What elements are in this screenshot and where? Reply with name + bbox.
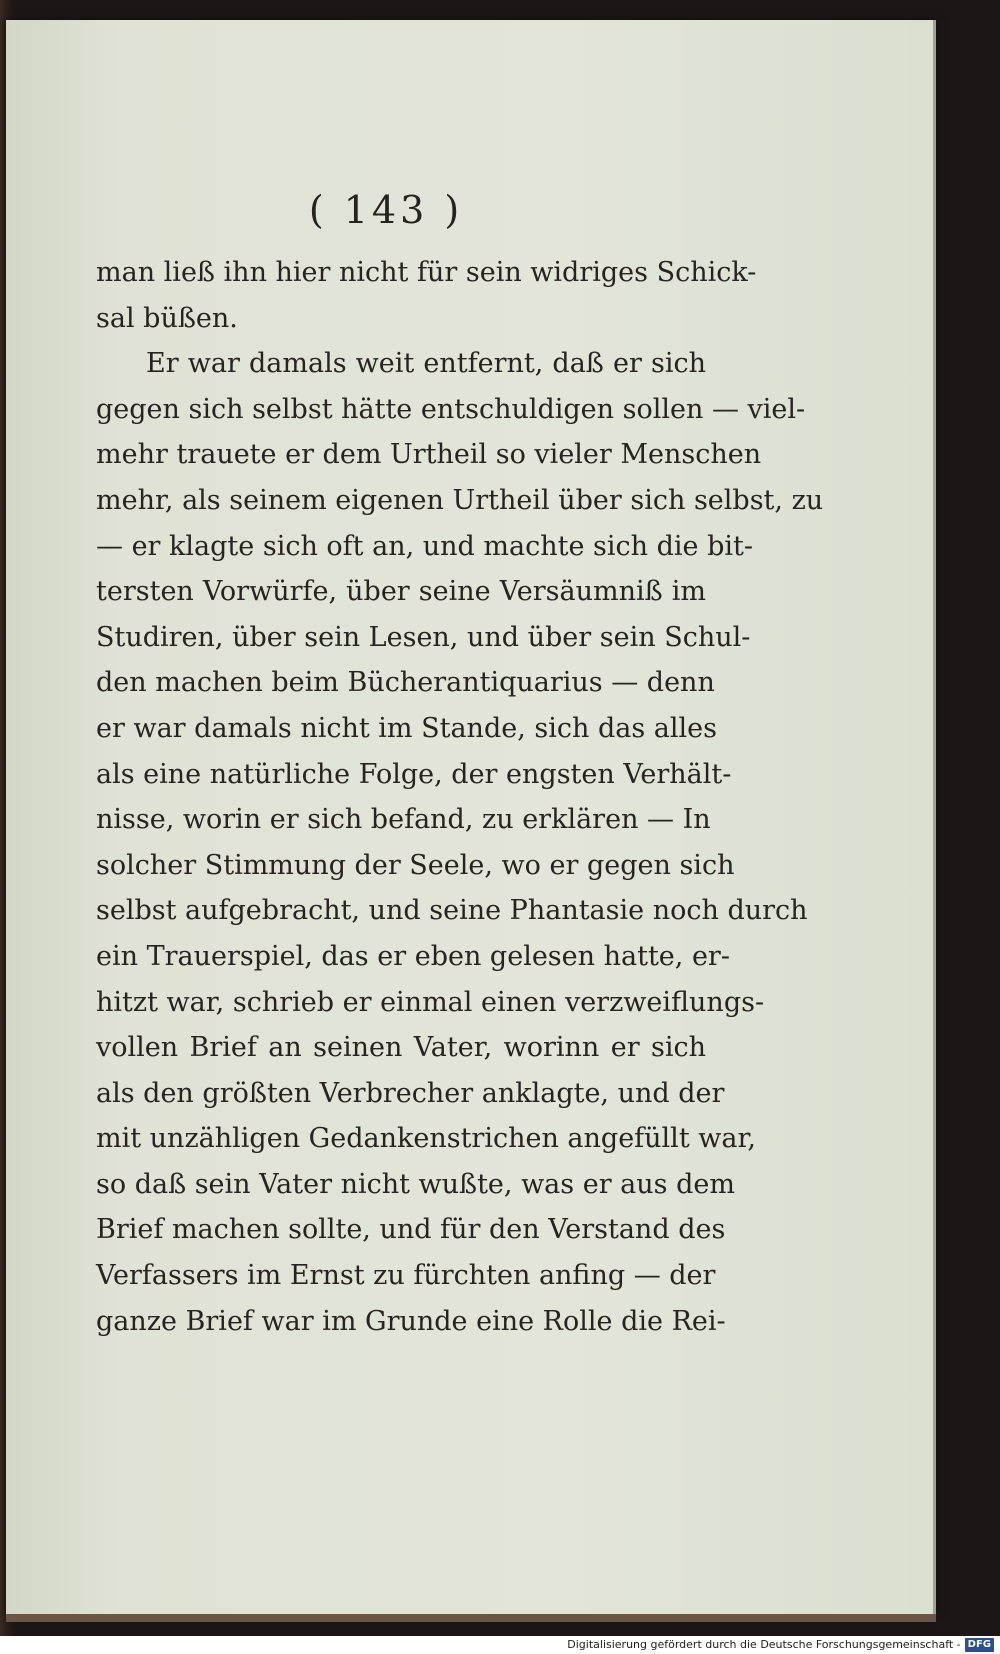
text-line: man ließ ihn hier nicht für sein widriges Schick- <box>96 257 757 288</box>
text-line: vollen Brief an seinen Vater, worinn er sich <box>96 1032 706 1064</box>
text-line: tersten Vorwürfe, über seine Versäumniß im <box>96 576 706 608</box>
text-line: Brief machen sollte, und für den Verstand des <box>96 1214 726 1246</box>
text-line: den machen beim Bücherantiquarius — denn <box>96 667 715 699</box>
text-line: ganze Brief war im Grunde eine Rolle die Rei- <box>96 1305 726 1337</box>
footer-bar <box>0 1636 1000 1654</box>
book-page <box>6 20 936 1614</box>
text-line: ein Trauerspiel, das er eben gelesen hatte, er- <box>96 940 730 972</box>
page-bottom-edge <box>6 1614 936 1622</box>
text-line: mehr, als seinem eigenen Urtheil über sich selbst, zu <box>96 484 824 516</box>
footer-credit: Digitalisierung gefördert durch die Deutsche Forschungsgemeinschaft - <box>567 1638 961 1651</box>
text-line: Er war damals weit entfernt, daß er sich <box>146 348 706 380</box>
text-line: — er klagte sich oft an, und machte sich die bit- <box>96 530 753 562</box>
text-line: nisse, worin er sich befand, zu erklären — In <box>96 804 711 836</box>
text-line: selbst aufgebracht, und seine Phantasie noch durch <box>96 895 808 927</box>
text-line: mehr trauete er dem Urtheil so vieler Menschen <box>96 439 762 471</box>
text-line: gegen sich selbst hätte entschuldigen sollen — viel- <box>96 393 806 425</box>
text-line: er war damals nicht im Stande, sich das alles <box>96 712 717 744</box>
text-line: solcher Stimmung der Seele, wo er gegen sich <box>96 849 735 881</box>
text-line: Studiren, über sein Lesen, und über sein Schul- <box>96 621 751 653</box>
text-line: hitzt war, schrieb er einmal einen verzweiflungs- <box>96 986 765 1018</box>
text-line: Verfassers im Ernst zu fürchten anfing — der <box>96 1260 716 1292</box>
text-line: so daß sein Vater nicht wußte, was er aus dem <box>96 1168 735 1200</box>
page-edge <box>933 20 936 1614</box>
page-number: ( 143 ) <box>308 188 464 232</box>
text-line: mit unzähligen Gedankenstrichen angefüllt war, <box>96 1123 756 1155</box>
text-line: sal büßen. <box>96 302 238 334</box>
text-line: als eine natürliche Folge, der engsten Verhält- <box>96 758 732 790</box>
text-line: als den größten Verbrecher anklagte, und der <box>96 1077 725 1109</box>
dfg-logo: DFG <box>965 1638 994 1652</box>
page-text <box>96 250 824 1344</box>
